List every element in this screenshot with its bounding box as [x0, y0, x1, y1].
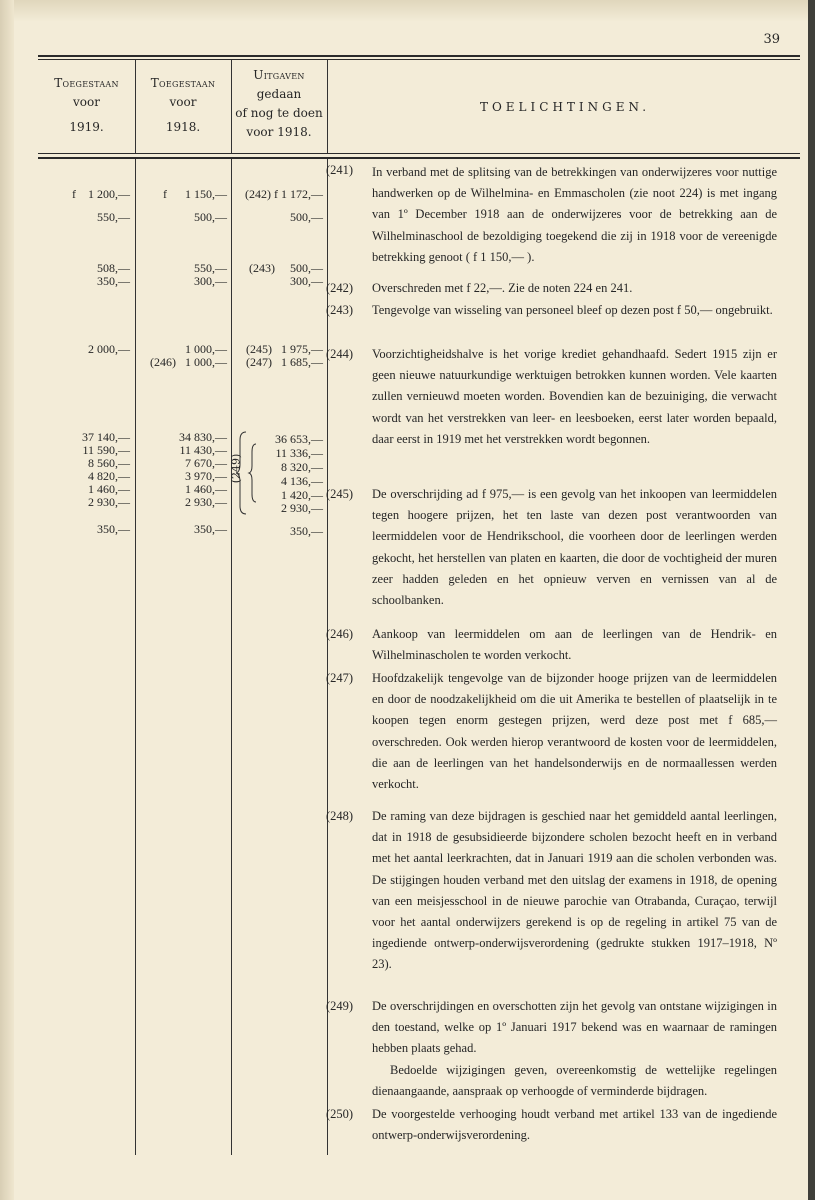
- header-col-2-year: 1918.: [165, 120, 201, 134]
- amount-1918: 300,—: [194, 274, 227, 288]
- note-ref-241: (241): [326, 163, 354, 177]
- amount-uitgaven: 1 420,—: [281, 488, 323, 502]
- note-ref-242: (242): [326, 281, 354, 295]
- header-col-1-title: Toegestaan: [54, 76, 119, 90]
- header-col-2-title: Toegestaan: [150, 76, 216, 90]
- amount-1919: 11 590,—: [82, 443, 130, 457]
- amount-1918: 2 930,—: [185, 495, 227, 509]
- amount-1918: 1 460,—: [185, 482, 227, 496]
- header-col-3: [231, 66, 327, 142]
- note-ref-246: (246): [326, 627, 354, 641]
- note-242: Overschreden met f 22,—. Zie de noten 224 en 241.: [372, 281, 633, 295]
- amount-1919: 350,—: [97, 274, 130, 288]
- amount-uitgaven: (242) f 1 172,—: [245, 187, 323, 201]
- header-bottom-rule: [38, 153, 800, 154]
- amount-uitgaven: (245) 1 975,—: [246, 342, 323, 356]
- note-249: De overschrijdingen en overschotten zijn het gevolg van ontstane wijzigingen in den toestand, welke op 1º Januari 1917 bekend was en waarnaar de ramingen hebben plaats gehad.: [372, 999, 777, 1056]
- col-rule-1: [135, 159, 136, 1155]
- note-ref-250: (250): [326, 1107, 354, 1121]
- amount-1918: f 1 150,—: [163, 187, 227, 201]
- amount-1919: 8 560,—: [88, 456, 130, 470]
- note-243: Tengevolge van wisseling van personeel bleef op dezen post f 50,— ongebruikt.: [372, 303, 773, 317]
- amount-uitgaven: 500,—: [290, 210, 323, 224]
- amount-uitgaven: 350,—: [290, 524, 323, 538]
- note-ref-244: (244): [326, 347, 354, 361]
- page-number: 39: [763, 32, 780, 47]
- header-col-2: [135, 74, 231, 137]
- page-right-edge: [808, 0, 815, 1200]
- page-left-edge: [0, 0, 14, 1200]
- header-col-1-voor: voor: [73, 95, 100, 109]
- amount-1919: f 1 200,—: [72, 187, 130, 201]
- note-244: Voorzichtigheidshalve is het vorige krediet gehandhaafd. Sedert 1915 zijn er geen nieuwe natuurkundige werktuigen betrokken kunnen worden. Vele kaarten zullen vernieuwd moeten worden. Bovendien kan de bezuiniging, die verwacht wordt van het verstrekken van leer- en leesboeken, eerst later worden bepaald, daar eerst in 1919 met het verstrekken wordt begonnen.: [372, 347, 777, 446]
- header-top-rule-thin: [38, 59, 800, 60]
- amount-uitgaven: 11 336,—: [275, 446, 323, 460]
- amount-uitgaven: (243) 500,—: [249, 261, 323, 275]
- note-ref-247: (247): [326, 671, 354, 685]
- col-rule-2: [231, 159, 232, 1155]
- note-247: Hoofdzakelijk tengevolge van de bijzonder hooge prijzen van de leermiddelen en door de noodzakelijkheid om die uit Amerika te bestellen of plaatselijk in te koopen tegen enorm gestegen prijzen, werd deze post met f 685,— overschreden. Ook werden hierop verantwoord de kosten voor de leermiddelen, die aan de leerlingen van het handelsonderwijs en de normaallessen werden verkocht.: [372, 671, 777, 792]
- amount-1918: 7 670,—: [185, 456, 227, 470]
- amount-1918: 34 830,—: [179, 430, 227, 444]
- amount-1919: 4 820,—: [88, 469, 130, 483]
- amount-1918: 11 430,—: [179, 443, 227, 457]
- header-col-2-voor: voor: [169, 95, 197, 109]
- amount-1918: 350,—: [194, 522, 227, 536]
- page-top-shadow: [0, 0, 815, 22]
- amount-uitgaven: 36 653,—: [275, 432, 323, 446]
- amount-uitgaven: 8 320,—: [281, 460, 323, 474]
- header-top-rule: [38, 55, 800, 57]
- amount-1919: 550,—: [97, 210, 130, 224]
- amount-uitgaven: 300,—: [290, 274, 323, 288]
- amount-1919: 2 000,—: [88, 342, 130, 356]
- amount-1919: 508,—: [97, 261, 130, 275]
- amount-1919: 350,—: [97, 522, 130, 536]
- amount-1918: (246) 1 000,—: [150, 355, 227, 369]
- header-col-3-year: voor 1918.: [246, 125, 312, 139]
- amount-1919: 2 930,—: [88, 495, 130, 509]
- note-241: In verband met de splitsing van de betrekkingen van onderwijzeres voor nuttige handwerken op de Wilhelmina- en Emmascholen (zie noot 224) is met ingang van 1º December 1918 aan de onderwijzeres voor de betrekking aan de Wilhelminaschool de bezoldiging toegekend die zij in 1918 voor de vereenigde betrekking genoot ( f 1 150,— ).: [372, 165, 777, 264]
- group-label-249: (249): [229, 453, 243, 484]
- header-col-1-year: 1919.: [69, 120, 104, 134]
- amount-1919: 37 140,—: [82, 430, 130, 444]
- note-ref-245: (245): [326, 487, 354, 501]
- header-col-1: [38, 74, 135, 137]
- note-249-continued: Bedoelde wijzigingen geven, overeenkomstig de wettelijke regelingen dienaangaande, aanspraak op verhoogde of verminderde bijdragen.: [372, 1063, 777, 1099]
- note-ref-243: (243): [326, 303, 354, 317]
- amount-1918: 3 970,—: [185, 469, 227, 483]
- amount-uitgaven: 2 930,—: [281, 501, 323, 515]
- col-rule-3-header: [327, 60, 328, 153]
- note-245: De overschrijding ad f 975,— is een gevolg van het inkoopen van leermiddelen tegen hoogere prijzen, het ten laste van dezen post verantwoorden van leermiddelen voor de Hendrikschool, die voorheen door de leerlingen werden gekocht, het herstellen van platen en kaarten, die door de vochtigheid der muren zeer hadden geleden en het opnieuw verven en vernissen van al de schoolbanken.: [372, 487, 777, 608]
- amount-1919: 1 460,—: [88, 482, 130, 496]
- note-ref-249: (249): [326, 999, 354, 1013]
- note-250: De voorgestelde verhooging houdt verband met artikel 133 van de ingediende ontwerp-onderwijsverordening.: [372, 1107, 777, 1143]
- header-col-3-doen: of nog te doen: [235, 106, 323, 120]
- note-ref-248: (248): [326, 809, 354, 823]
- amount-uitgaven: (247) 1 685,—: [246, 355, 323, 369]
- header-col-3-title: Uitgaven: [253, 68, 305, 82]
- amount-uitgaven: 4 136,—: [281, 474, 323, 488]
- note-246: Aankoop van leermiddelen om aan de leerlingen van de Hendrik- en Wilhelminascholen te worden verkocht.: [372, 627, 777, 663]
- amount-1918: 1 000,—: [185, 342, 227, 356]
- header-bottom-rule-thick: [38, 157, 800, 159]
- note-248: De raming van deze bijdragen is geschied naar het gemiddeld aantal leerlingen, dat in 1918 de gesubsidieerde bijzondere scholen bezocht heeft en in verband met het aantal leerkrachten, dat in Januari 1919 aan die scholen verbonden was. De stijgingen houden verband met den uitslag der examens in 1918, de opening van een meisjesschool in de nieuwe parochie van Otrabanda, Curaçao, terwijl voor het aantal onderwijzers gerekend is op de regeling in artikel 75 van de ingediende ontwerp-onderwijsverordening (gedrukte stukken 1917–1918, Nº 23).: [372, 809, 777, 972]
- amount-1918: 500,—: [194, 210, 227, 224]
- header-col-3-gedaan: gedaan: [256, 87, 302, 101]
- header-toelichtingen: TOELICHTINGEN.: [479, 100, 651, 114]
- amount-1918: 550,—: [194, 261, 227, 275]
